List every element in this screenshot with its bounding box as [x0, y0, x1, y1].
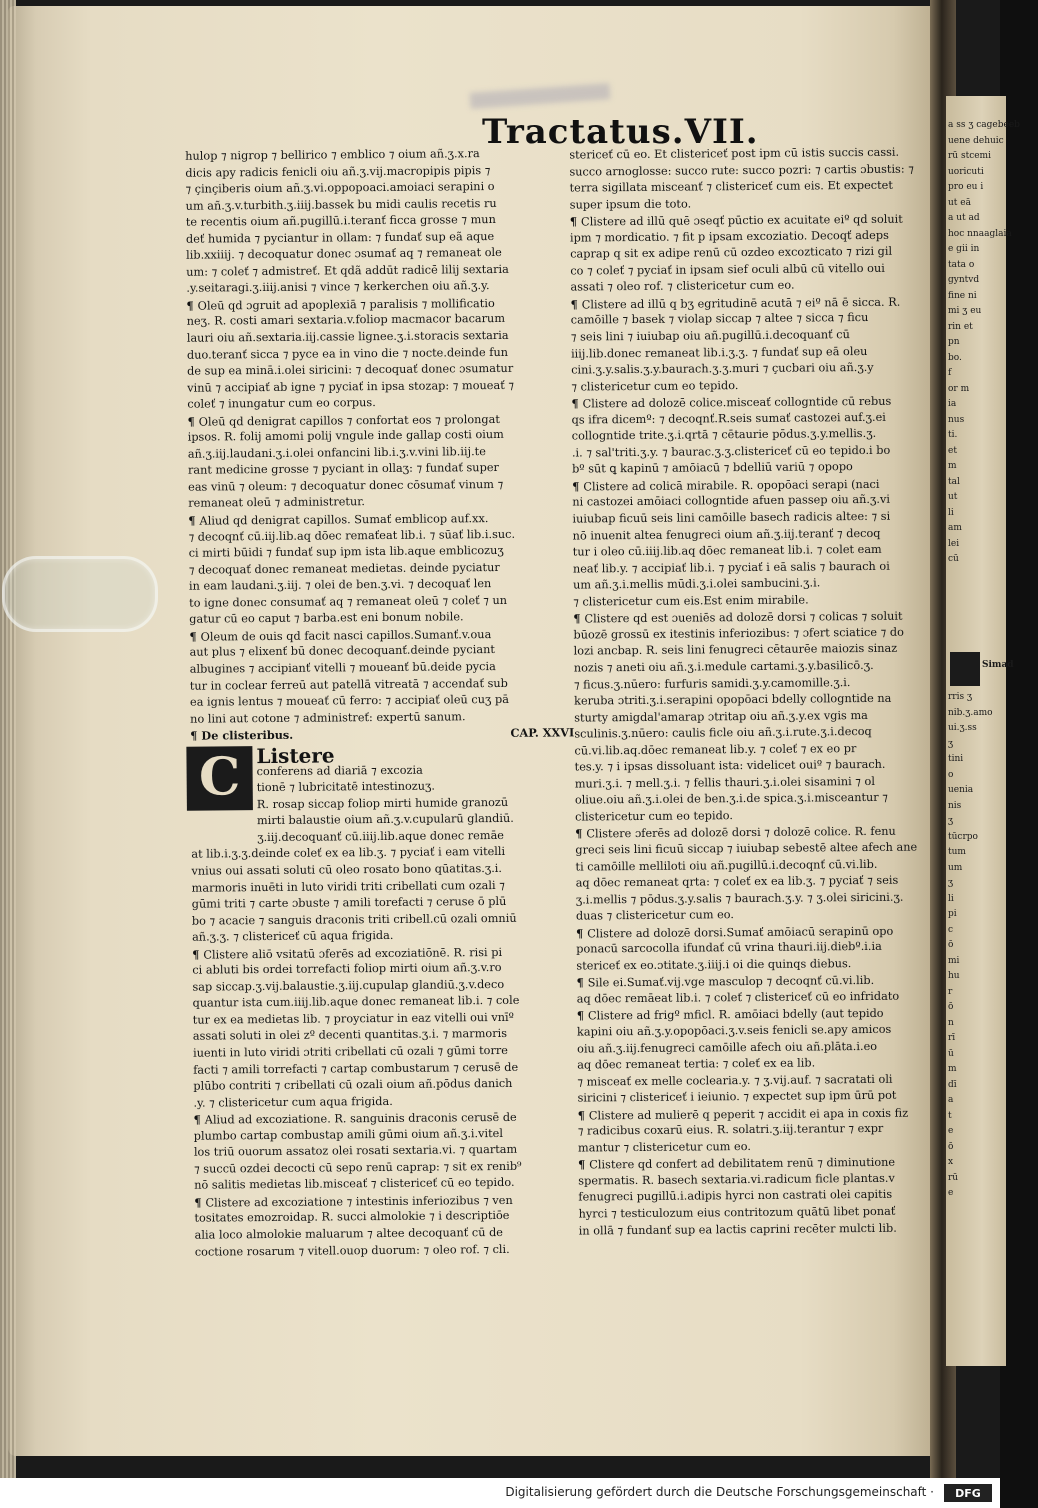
facing-page-line: rris ʒ	[948, 692, 973, 702]
text-line: aq dōec remaneat qrta: ⁊ coleť ex ea lib.ʒ. ⁊ pyciať ⁊ seis	[575, 873, 899, 890]
text-line: ni castozei amōiaci collogntide afuen passep oiu añ.ʒ.vi	[572, 493, 891, 510]
facing-page-line: m	[948, 461, 957, 471]
text-line: mirti balaustie oium añ.ʒ.v.cupularū glandiū.	[256, 812, 514, 828]
facing-page-line: n	[948, 1017, 954, 1028]
text-line: ¶ Clistere qd est ɔueniēs ad dolozē dorsi ⁊ colicas ⁊ soluit	[573, 608, 925, 628]
text-line: clistericetur cum eo tepido.	[575, 809, 734, 824]
text-line: vnius oui assati soluti cū oleo rosato bono qūatitas.ʒ.i.	[191, 861, 503, 878]
text-line: ¶ Aliud ad excoziatione. R. sanguinis draconis cerusē de	[194, 1108, 578, 1128]
text-line: ¶ Clistere qd confert ad debilitatem renū ⁊ diminutione	[578, 1154, 930, 1174]
facing-page-line: or m	[948, 383, 970, 394]
text-line: ¶ Clistere ad illū quē ɔseqť pūctio ex acuitate eiº qd soluit	[570, 211, 922, 231]
text-line: alia loco almolokie maluarum ⁊ altee decoquanť cū de	[194, 1225, 504, 1242]
text-line: sturty amigdal'amarap ɔtritap oiu añ.ʒ.y.ex vgis ma	[574, 708, 868, 725]
facing-page-line: gyntvd	[948, 275, 980, 285]
text-line: neʒ. R. costi amari sextaria.v.foliop macmacor bacarum	[186, 312, 506, 329]
decorated-initial-icon: C	[186, 746, 253, 811]
text-line: iiij.lib.donec remaneat lib.i.ʒ.ʒ. ⁊ fundať sup eā oleu	[570, 344, 868, 361]
facing-page-line: e	[948, 1188, 954, 1198]
facing-page-line: o	[948, 769, 954, 780]
text-line: stericeť cū eo. Et clistericeť post ipm cū istis succis cassi.	[569, 145, 900, 162]
text-line: de sup ea minā.i.olei siricini: ⁊ decoquať donec ɔsumatur	[187, 361, 514, 378]
text-line: ci abluti bis ordei torrefacti foliop mirti oium añ.ʒ.v.ro	[192, 961, 502, 977]
facing-page-line: t	[948, 1110, 952, 1121]
chapter-heading: ¶ De clisteribus.	[190, 727, 294, 743]
facing-page-line: mi	[948, 955, 960, 966]
facing-page-line: am	[948, 523, 962, 533]
text-line: coctione rosarum ⁊ vitell.ouop duorum: ⁊ oleo rof. ⁊ cli.	[194, 1242, 510, 1259]
facing-page-line: a ss ʒ cagebeeb	[948, 120, 1020, 130]
funding-notice: Digitalisierung gefördert durch die Deutsche Forschungsgemeinschaft ·	[505, 1485, 934, 1499]
facing-page-line: uoricuti	[948, 166, 984, 177]
text-line: ⁊ radicibus coxarū eius. R. solatri.ʒ.iij.terantur ⁊ expr	[577, 1122, 884, 1138]
left-column-lines-after	[191, 844, 579, 1261]
text-line: ⁊ ficus.ʒ.nūero: furfuris samidi.ʒ.y.camomille.ʒ.i.	[573, 675, 851, 692]
facing-page-line: tum	[948, 847, 966, 857]
text-line: muri.ʒ.i. ⁊ mell.ʒ.i. ⁊ fellis thauri.ʒ.i.olei sisamini ⁊ ol	[574, 774, 875, 791]
facing-page-line: rū	[948, 1172, 959, 1183]
facing-page-line: uenia	[948, 785, 974, 795]
text-line: ⁊ clistericetur cum eo tepido.	[571, 378, 739, 394]
text-line: cini.ʒ.y.salis.ʒ.y.baurach.ʒ.ʒ.muri ⁊ çucbari oiu añ.ʒ.y	[571, 361, 874, 377]
right-column-lines	[569, 144, 931, 1239]
facing-page-line: pn	[948, 337, 960, 347]
text-line: in ollā ⁊ fundanť sup ea lactis caprini recēter mulcti lib.	[578, 1221, 897, 1238]
paragraph-mark-icon: ¶	[190, 728, 202, 743]
text-line: plumbo cartap combustap amili gūmi oium añ.ʒ.i.vitel	[193, 1126, 503, 1143]
text-line: aq dōec remāeat lib.i. ⁊ coleť ⁊ clistericeť cū eo infridato	[576, 989, 900, 1006]
facing-page-line: et	[948, 445, 957, 456]
text-line: los triū ouorum assatoz olei rosati sextaria.vi. ⁊ quartam	[193, 1143, 518, 1159]
facing-page-line: um	[948, 862, 963, 873]
facing-page-line: ō	[948, 940, 954, 950]
text-line: ⁊ clistericetur cum eis.Est enim mirabile.	[573, 593, 809, 609]
text-line: stericeť ex eo.ɔtitate.ʒ.iiij.i oi die quinqs diebus.	[576, 956, 852, 973]
facing-page-initial-word: Simad	[982, 660, 1014, 670]
facing-page-line: fine ni	[948, 290, 977, 301]
facing-page-line: ui.ʒ.ss	[948, 723, 977, 733]
facing-page-initial-icon	[950, 652, 980, 686]
text-line: um: ⁊ coleť ⁊ admistreť. Et qdã addūt radicē lilij sextaria	[186, 262, 509, 279]
text-line: qs ifra dicemº: ⁊ decoqnť.R.seis sumať castozei auf.ʒ.ei	[571, 410, 886, 427]
text-line: gūmi triti ⁊ carte ɔbuste ⁊ amili torefacti ⁊ ceruse ō plū	[191, 894, 507, 911]
text-line: nō inuenit altea fenugreci oium añ.ʒ.iij.teranť ⁊ decoq	[572, 526, 881, 543]
text-line: ʒ.iij.decoquanť cū.iiij.lib.aque donec remāe	[257, 828, 505, 844]
text-line: caprap q sit ex adipe renū cū ozdeo excozticato ⁊ rizi gil	[570, 245, 893, 261]
text-line: añ.ʒ.ʒ. ⁊ clistericeť cū aqua frigida.	[191, 929, 394, 944]
text-line: bº sūt ꝗ kapinū ⁊ amōiacū ⁊ bdelliū variū ⁊ opopo	[571, 460, 853, 476]
text-line: ¶ Clistere ad frigº mficl. R. amōiaci bdelly (aut tepido	[577, 1005, 929, 1025]
text-line: ¶ Sile ei.Sumať.vij.vge masculop ⁊ decoqnť cū.vi.lib.	[576, 972, 928, 992]
text-line: nō salitis medietas lib.misceať ⁊ clistericeť cū eo tepido.	[194, 1176, 515, 1193]
facing-page-line: tal	[948, 476, 960, 487]
text-line: ea ignis lentus ⁊ moueať cū ferro: ⁊ accipiať oleū cuʒ pā	[189, 692, 509, 709]
facing-page-line: e gii in	[948, 244, 980, 254]
facing-page-line: bo.	[948, 352, 962, 363]
page-edges	[0, 0, 16, 1478]
text-line: rant medicine grosse ⁊ pyciant in ollaʒ: ⁊ fundať super	[187, 461, 499, 478]
text-line: in eam laudani.ʒ.iij. ⁊ olei de ben.ʒ.vi. ⁊ decoquať len	[188, 577, 492, 593]
facing-page-line: ʒ	[948, 878, 954, 888]
text-line: eas vinū ⁊ oleum: ⁊ decoquatur donec cōsumať vinum ⁊	[188, 477, 504, 494]
facing-page-line: e	[948, 1126, 954, 1136]
running-title: Tractatus.VII.	[482, 112, 759, 152]
text-line: hulop ⁊ nigrop ⁊ bellirico ⁊ emblico ⁊ oium añ.ʒ.x.ra	[185, 147, 480, 163]
text-line: oliue.oiu añ.ʒ.i.olei de ben.ʒ.i.de spica.ʒ.i.misceantur ⁊	[574, 791, 888, 807]
right-text-column	[569, 144, 931, 1239]
text-line: neať lib.y. ⁊ accipiať lib.i. ⁊ pyciať i eā salis ⁊ baurach oi	[572, 559, 890, 576]
facing-page-text-bottom	[948, 690, 1004, 1202]
text-line: to igne donec consumať aq ⁊ remaneat oleū ⁊ coleť ⁊ un	[189, 593, 508, 610]
text-line: um añ.ʒ.i.mellis mūdi.ʒ.i.olei sambucini.ʒ.i.	[573, 576, 821, 592]
text-line: ci mirti būidi ⁊ fundať sup ipm ista lib.aque emblicozuʒ	[188, 544, 504, 560]
text-line: tur in coclear ferreū aut patellā vitreatā ⁊ accendať sub	[189, 676, 508, 693]
facing-page-line: ti.	[948, 430, 958, 440]
text-line: kapini oiu añ.ʒ.y.opopōaci.ʒ.v.seis fenicli se.apy amicos	[576, 1022, 892, 1039]
text-line: duo.teranť sicca ⁊ pyce ea in vino die ⁊ nocte.deinde fun	[186, 345, 509, 362]
facing-page-line: x	[948, 1157, 954, 1167]
text-line: tes.y. ⁊ i ipsas dissoluant ista: videlicet ouiº ⁊ baurach.	[574, 758, 886, 774]
facing-page-line: dī	[948, 1079, 957, 1090]
facing-page-text-top	[948, 118, 1020, 568]
text-line: quantur ista cum.iiij.lib.aque donec remaneat lib.i. ⁊ cole	[192, 994, 520, 1011]
text-line: būozē grossū ex itestinis inferiozibus: ⁊ ɔfert sciatice ⁊ do	[573, 625, 904, 642]
text-line: assati soluti in olei zº decenti quantitas.ʒ.i. ⁊ marmoris	[192, 1027, 508, 1044]
text-line: cū.vi.lib.aq.dōec remaneat lib.y. ⁊ coleť ⁊ ex eo pr	[574, 741, 857, 758]
text-line: dicis apy radicis fenicli oiu añ.ʒ.vij.macropipis pipis ⁊	[185, 163, 491, 180]
text-line: deť humida ⁊ pyciantur in ollam: ⁊ fundať sup eã aque	[185, 229, 495, 246]
dfg-logo: DFG	[944, 1484, 992, 1502]
text-line: ¶ Aliud qd denigrat capillos. Sumať emblicop auf.xx.	[188, 509, 572, 529]
text-line: ¶ Clistere ad dolozē dorsi.Sumať amōiacū serapinū opo	[576, 922, 928, 942]
text-line: coleť ⁊ inungatur cum eo corpus.	[187, 396, 376, 411]
text-line: lib.xxiiij. ⁊ decoquatur donec ɔsumať aq ⁊ remaneat ole	[186, 246, 502, 262]
text-line: ⁊ succū ozdei decocti cū sepo renū caprap: ⁊ sit ex renib⁹	[194, 1159, 522, 1176]
facing-page-line: nus	[948, 414, 965, 425]
facing-page-line: a ut ad	[948, 213, 980, 223]
facing-page-line: uene dehuic	[948, 135, 1004, 146]
text-line: ¶ Clistere ad colicā mirabile. R. opopōaci serapi (naci	[572, 475, 924, 495]
text-line: ¶ Oleum de ouis qd facit nasci capillos.Sumanť.v.oua	[189, 625, 573, 645]
text-line: marmoris inuēti in luto viridi triti cribellati cum ozali ⁊	[191, 878, 505, 895]
text-line: sap siccap.ʒ.vij.balaustie.ʒ.iij.cupulap glandiū.ʒ.v.deco	[192, 977, 505, 994]
facing-page-line: li	[948, 893, 954, 904]
text-line: ʒ.i.mellis ⁊ pōdus.ʒ.y.salis ⁊ baurach.ʒ.y. ⁊ ʒ.olei siricini.ʒ.	[575, 890, 904, 907]
text-line: ⁊ decoquať donec remaneat medietas. deinde pyciatur	[188, 560, 500, 577]
text-line: fenugreci pugillū.i.adipis hyrci non castrati olei capitis	[578, 1188, 893, 1204]
text-line: ¶ Clistere ad mulierē q peperit ⁊ accidit ei apa in coxis fiz	[578, 1104, 930, 1124]
text-line: bo ⁊ acacie ⁊ sanguis draconis triti cribell.cū ozali omniū	[191, 911, 517, 928]
left-column-lines-before	[185, 145, 574, 727]
text-line: .y.seitaragi.ʒ.iiij.anisi ⁊ vince ⁊ kerkerchen oiu añ.ʒ.y.	[186, 279, 490, 296]
facing-page-line: ō	[948, 1002, 954, 1012]
text-line: ipm ⁊ mordicatio. ⁊ fit p ipsam excoziatio. Decoqť adeps	[569, 228, 889, 245]
text-line: ¶ Oleū qd denigrat capillos ⁊ confortat eos ⁊ prolongat	[187, 410, 571, 430]
facing-page-line: tini	[948, 754, 964, 764]
text-line: ⁊ çinçiberis oium añ.ʒ.vi.oppopoaci.amoiaci serapini o	[185, 180, 495, 196]
text-line: tur i oleo cū.iiij.lib.aq dōec remaneat lib.i. ⁊ colet eam	[572, 542, 882, 559]
text-line: ti camōille melliloti oiu añ.pugillū.i.decoqnť cū.vi.lib.	[575, 857, 878, 874]
text-line: assati ⁊ oleo rof. ⁊ clistericetur cum eo.	[570, 278, 795, 294]
text-line: um añ.ʒ.v.turbith.ʒ.iiij.bassek bu midi caulis recetis ru	[185, 196, 497, 213]
text-line: conferens ad diariā ⁊ excozia	[256, 763, 423, 778]
initial-word: Listere	[256, 743, 335, 768]
page-clip-icon	[2, 556, 158, 632]
text-line: aq dōec remaneat tertia: ⁊ coleť ex ea lib.	[577, 1056, 816, 1072]
text-line: tionē ⁊ lubricitatē intestinozuʒ.	[256, 779, 436, 795]
facing-page-line: r	[948, 986, 953, 997]
text-line: .y. ⁊ clistericetur cum aqua frigida.	[193, 1094, 393, 1110]
text-line: R. rosap siccap foliop mirti humide granozū	[256, 795, 509, 811]
text-line: camōille ⁊ basek ⁊ violap siccap ⁊ altee ⁊ sicca ⁊ ficu	[570, 311, 869, 328]
text-line: añ.ʒ.iij.laudani.ʒ.i.olei onfancini lib.i.ʒ.v.vini lib.iij.te	[187, 444, 486, 461]
text-line: keruba ɔtriti.ʒ.i.serapini opopōaci bdelly collogntide na	[574, 691, 892, 708]
text-line: nozis ⁊ aneti oiu añ.ʒ.i.medule cartami.ʒ.y.basilicō.ʒ.	[573, 658, 874, 675]
text-line: ¶ Clistere aliō vsitatū ɔferēs ad excoziatiōnē. R. risi pi	[192, 943, 576, 963]
text-line: remaneat oleū ⁊ administretur.	[188, 495, 366, 511]
facing-page-line: pi	[948, 909, 957, 919]
text-line: iuiubap ficuū seis lini camōille basech radicis altee: ⁊ si	[572, 509, 891, 526]
text-line: lauri oiu añ.sextaria.iij.cassie lignee.ʒ.i.storacis sextaria	[186, 328, 509, 345]
text-line: ponacū sarcocolla ifundať cū vrina thauri.iij.diebº.i.ia	[576, 940, 882, 956]
facing-page-line: hu	[948, 971, 960, 981]
text-line: spermatis. R. basech sextaria.vi.radicum ficle plantas.v	[578, 1171, 895, 1188]
footer-bar	[0, 1478, 1000, 1508]
text-line: greci seis lini ficuū siccap ⁊ iuiubap sebestē altee afech ane	[575, 840, 918, 857]
facing-page-line: a	[948, 1095, 954, 1105]
text-line: duas ⁊ clistericetur cum eo.	[575, 908, 735, 923]
text-line: tur ex ea medietas lib. ⁊ proyciatur in eaz vitelli oui vnīº	[192, 1010, 514, 1027]
facing-page-line: lei	[948, 538, 960, 549]
text-line: lozi ancbap. R. seis lini fenugreci cētaurēe maiozis sinaz	[573, 642, 898, 658]
text-line: iuenti in luto viridi ɔtriti cribellati cū ozali ⁊ gūmi torre	[192, 1043, 508, 1060]
facing-page-line: ut eā	[948, 197, 971, 208]
decorated-initial-block	[190, 741, 575, 810]
text-line: super ipsum die toto.	[569, 197, 692, 212]
text-line: ¶ Clistere ad excoziatione ⁊ intestinis inferiozibus ⁊ ven	[194, 1191, 578, 1211]
chapter-number: CAP. XXVI	[510, 725, 575, 741]
text-line: co ⁊ coleť ⁊ pyciať in ipsam sief oculi albū cū vitello oui	[570, 261, 885, 278]
facing-page-line: rī	[948, 1033, 956, 1043]
text-line: ¶ Clistere ad illū q bʒ egritudinē acutā ⁊ eiº nā ē sicca. R.	[571, 293, 923, 313]
facing-page-line: pro eu i	[948, 182, 984, 192]
text-line: mantur ⁊ clistericetur cum eo.	[577, 1139, 751, 1155]
text-line: ¶ Clistere ɔferēs ad dolozē dorsi ⁊ dolozē colice. R. fenu	[575, 823, 927, 843]
text-line: ⁊ decoqnť cū.iij.lib.aq dōec remaťeat lib.i. ⁊ sūať lib.i.suc.	[188, 527, 516, 544]
text-line: albugines ⁊ accipianť vitelli ⁊ moueanť bū.deide pycia	[189, 659, 496, 676]
facing-page-line: c	[948, 924, 954, 935]
facing-page-line: mi ʒ eu	[948, 306, 982, 316]
text-line: .i. ⁊ sal'triti.ʒ.y. ⁊ baurac.ʒ.ʒ.clistericeť cū eo tepido.i bo	[571, 443, 891, 460]
facing-page-line: m	[948, 1064, 957, 1074]
text-line: ¶ Oleū qd ɔgruit ad apoplexiā ⁊ paralisis ⁊ mollificatio	[186, 294, 570, 314]
facing-page-line: hoc nnaaglaia	[948, 228, 1012, 239]
text-line: plūbo contriti ⁊ cribellati cū ozali oium añ.pōdus danich	[193, 1076, 513, 1093]
text-line: tositates emozroidap. R. succi almolokie ⁊ i descriptiōe	[194, 1209, 510, 1226]
text-line: ⁊ seis lini ⁊ iuiubap oiu añ.pugillū.i.decoquanť cū	[570, 328, 850, 344]
text-line: facti ⁊ amili torrefacti ⁊ cartap combustarum ⁊ cerusē de	[193, 1060, 519, 1077]
text-line: hyrci ⁊ testiculozum eius contritozum quātū libet ponať	[578, 1204, 896, 1221]
facing-page-line: ʒ	[948, 816, 954, 826]
text-line: collogntide trite.ʒ.i.qrtā ⁊ cētaurie pōdus.ʒ.y.mellis.ʒ.	[571, 427, 877, 443]
facing-page-line: rin et	[948, 321, 973, 332]
text-line: no lini aut cotone ⁊ administreť: expertū sanum.	[190, 709, 466, 726]
text-line: ipsos. R. folij amomi polij vngule inde gallap costi oium	[187, 428, 504, 444]
left-text-column	[185, 145, 579, 1260]
facing-page-line: ū	[948, 1048, 954, 1059]
facing-page-line: nis	[948, 800, 962, 811]
facing-page-line: tūcrpo	[948, 831, 978, 842]
facing-page-line: ia	[948, 399, 957, 409]
facing-page-line: li	[948, 507, 954, 518]
text-line: siricini ⁊ clistericeť i ieiunio. ⁊ expectet sup ipm ūrū pot	[577, 1088, 897, 1105]
facing-page-line: ō	[948, 1141, 954, 1152]
text-line: sculinis.ʒ.nūero: caulis ficle oiu añ.ʒ.i.rute.ʒ.i.decoq	[574, 725, 872, 741]
text-line: terra sigillata misceanť ⁊ clistericeť cum eis. Et expectet	[569, 178, 893, 195]
facing-page-line: f	[948, 368, 952, 378]
text-line: at lib.i.ʒ.ʒ.deinde coleť ex ea lib.ʒ. ⁊ pyciať i eam vitelli	[191, 845, 506, 862]
facing-page-line: nib.ʒ.amo	[948, 707, 993, 718]
facing-page-line: rū stcemi	[948, 151, 991, 161]
text-line: ⁊ misceať ex melle coclearia.y. ⁊ ʒ.vij.auf. ⁊ sacratati oli	[577, 1072, 893, 1089]
text-line: vinū ⁊ accipiať ab igne ⁊ pyciať in ipsa stozap: ⁊ moueať ⁊	[187, 378, 514, 395]
facing-page-line: ʒ	[948, 738, 954, 749]
facing-page-line: cū	[948, 554, 959, 564]
text-line: aut plus ⁊ elixenť bū donec decoquanť.deinde pyciant	[189, 643, 495, 660]
text-line: oiu añ.ʒ.iij.fenugreci camōille afech oiu añ.plāta.i.eo	[577, 1039, 878, 1056]
text-line: ¶ Clistere ad dolozē colice.misceať collogntide cū rebus	[571, 393, 923, 413]
text-line: succo arnoglosse: succo rute: succo pozri: ⁊ cartis ɔbustis: ⁊	[569, 162, 914, 179]
text-line: gatur cū eo caput ⁊ barba.est eni bonum nobile.	[189, 610, 464, 626]
facing-page-line: ut	[948, 492, 958, 502]
facing-page-line: tata o	[948, 259, 975, 270]
text-line: te recentis oium añ.pugillū.i.teranť ficca grosse ⁊ mun	[185, 213, 496, 229]
